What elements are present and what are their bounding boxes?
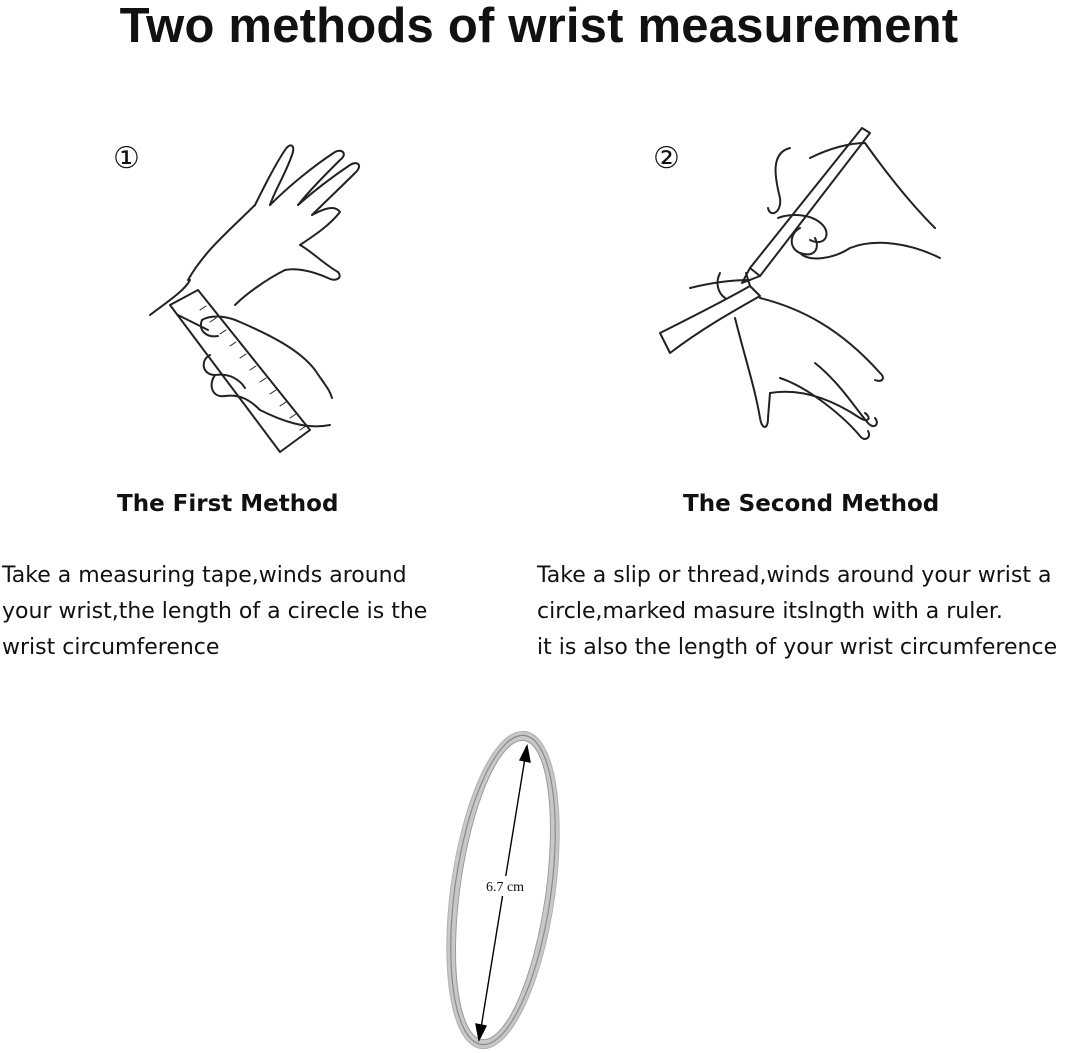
method1-description xyxy=(2,558,427,666)
method2-line-3: it is also the length of your wrist circumference xyxy=(537,635,1058,660)
method1-line-3: wrist circumference xyxy=(2,635,220,660)
method1-heading: The First Method xyxy=(117,491,339,517)
step-number-1: ① xyxy=(113,141,140,176)
step-number-2: ② xyxy=(653,141,680,176)
method2-line-2: circle,marked masure itslngth with a ruler. xyxy=(537,599,1003,624)
hand-marking-thread-illustration xyxy=(650,118,970,458)
bangle-diameter-label: 6.7 cm xyxy=(485,880,525,895)
method2-line-1: Take a slip or thread,winds around your wrist a xyxy=(537,563,1052,588)
method1-line-2: your wrist,the length of a cirecle is the xyxy=(2,599,428,624)
hand-measuring-tape-illustration xyxy=(140,130,380,470)
bangle-illustration xyxy=(438,728,568,1053)
method1-line-1: Take a measuring tape,winds around xyxy=(2,563,407,588)
method2-description xyxy=(537,558,1057,666)
method2-heading: The Second Method xyxy=(683,491,940,517)
page-title: Two methods of wrist measurement xyxy=(119,0,959,53)
